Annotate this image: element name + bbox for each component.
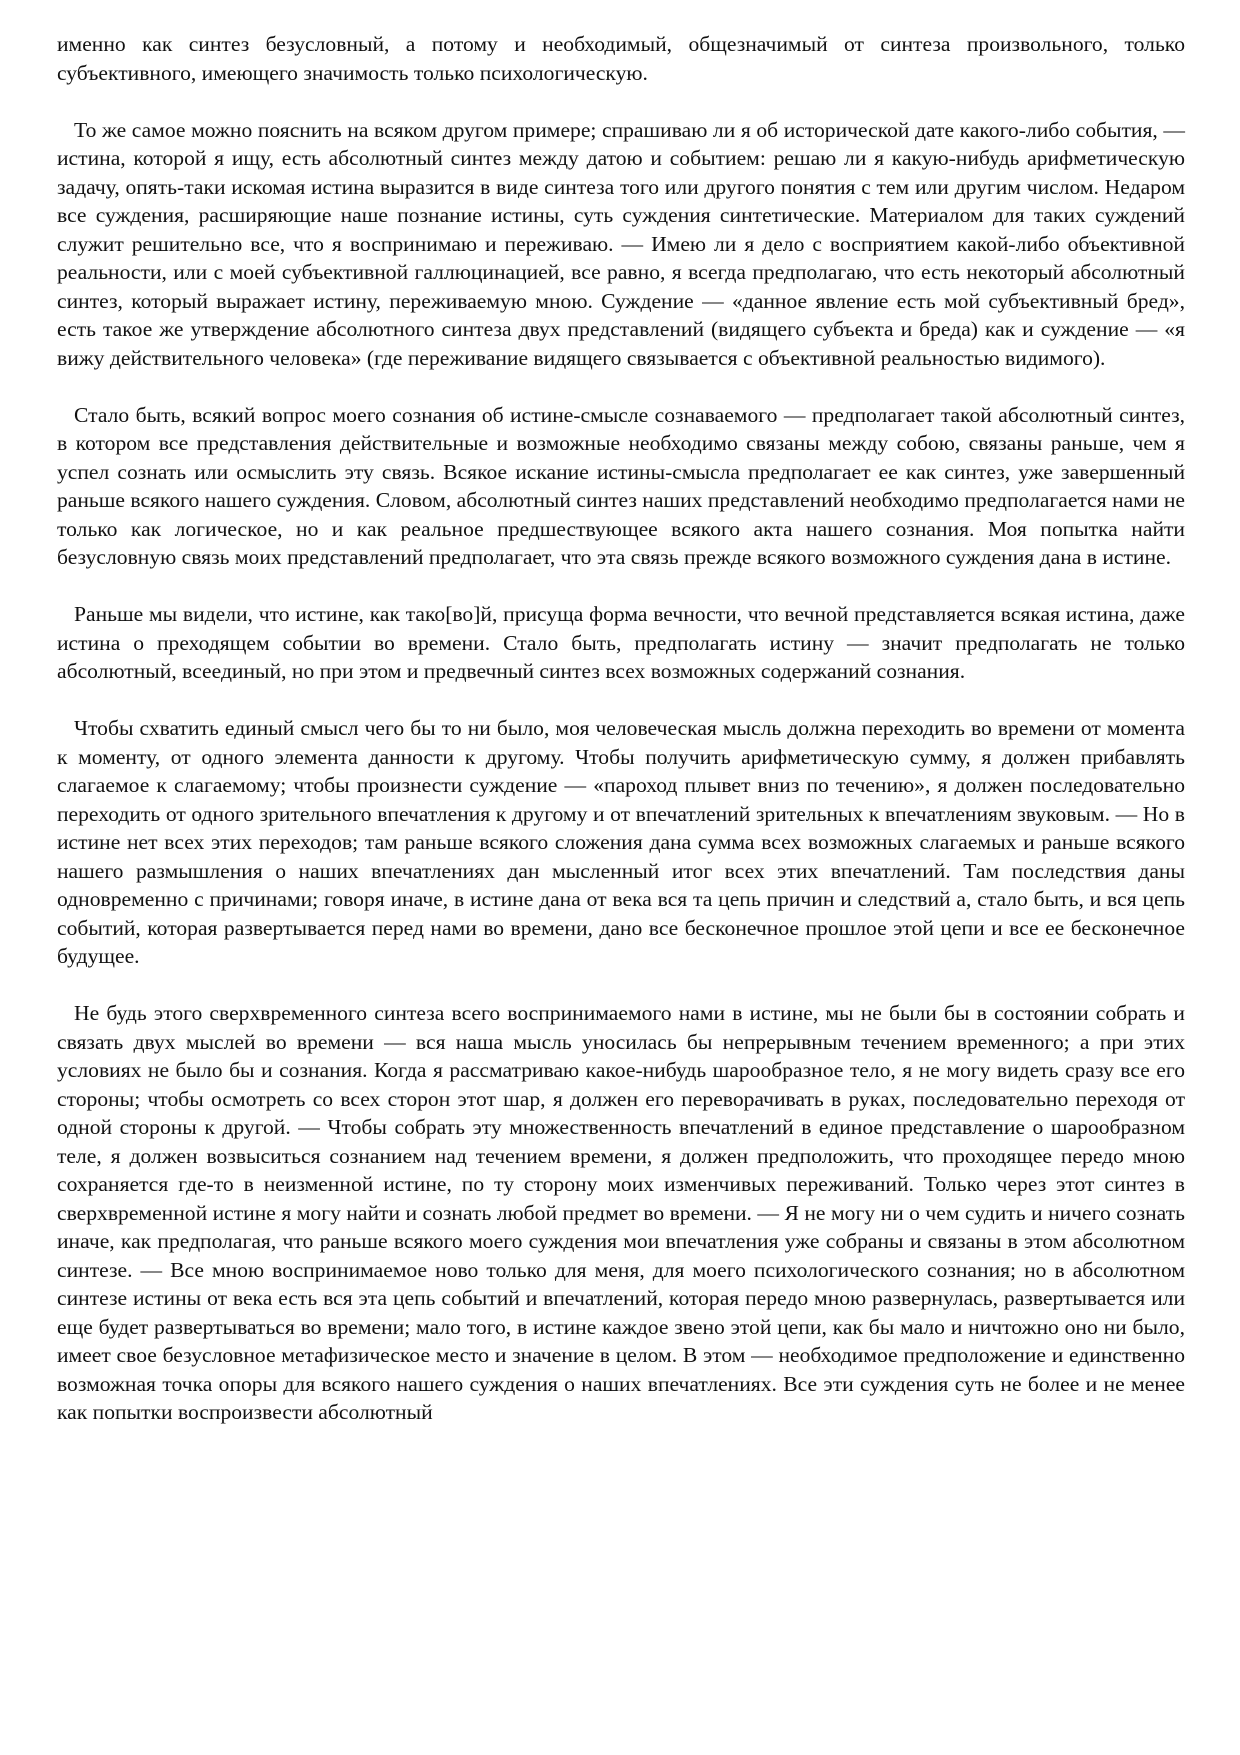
- paragraph-6: Не будь этого сверхвременного синтеза всего воспринимаемого нами в истине, мы не были бы в состоянии собрать и связать двух мыслей во времени — вся наша мысль уносилась бы непрерывным течением временного; а при этих условиях не было бы и сознания. Когда я рассматриваю какое-нибудь шарообразное тело, я не могу видеть сразу все его стороны; чтобы осмотреть со всех сторон этот шар, я должен его переворачивать в руках, последовательно переходя от одной стороны к другой. — Чтобы собрать эту множественность впечатлений в единое представление о шарообразном теле, я должен возвыситься сознанием над течением времени, я должен предположить, что проходящее передо мною сохраняется где-то в неизменной истине, по ту сторону моих изменчивых переживаний. Только через этот синтез в сверхвременной истине я могу найти и сознать любой предмет во времени. — Я не могу ни о чем судить и ничего сознать иначе, как предполагая, что раньше всякого моего суждения мои впечатления уже собраны и связаны в этом абсолютном синтезе. — Все мною воспринимаемое ново только для меня, для моего психологического сознания; но в абсолютном синтезе истины от века есть вся эта цепь событий и впечатлений, которая передо мною развернулась, развертывается или еще будет развертываться во времени; мало того, в истине каждое звено этой цепи, как бы мало и ничтожно оно ни было, имеет свое безусловное метафизическое место и значение в целом. В этом — необходимое предположение и единственно возможная точка опоры для всякого нашего суждения о наших впечатлениях. Все эти суждения суть не более и не менее как попытки воспроизвести абсолютный: [57, 1001, 1185, 1424]
- paragraph-4: Раньше мы видели, что истине, как тако[во]й, присуща форма вечности, что вечной представляется всякая истина, даже истина о преходящем событии во времени. Стало быть, предполагать истину — значит предполагать не только абсолютный, всеединый, но при этом и предвечный синтез всех возможных содержаний сознания.: [57, 602, 1185, 683]
- paragraph-1: именно как синтез безусловный, а потому и необходимый, общезначимый от синтеза произвольного, только субъективного, имеющего значимость только психологическую.: [57, 32, 1185, 85]
- document-page: [57, 30, 1185, 1427]
- paragraph-3: Стало быть, всякий вопрос моего сознания об истине-смысле сознаваемого — предполагает такой абсолютный синтез, в котором все представления действительные и возможные необходимо связаны между собою, связаны раньше, чем я успел сознать или осмыслить эту связь. Всякое искание истины-смысла предполагает ее как синтез, уже завершенный раньше всякого нашего суждения. Словом, абсолютный синтез наших представлений необходимо предполагается нами не только как логическое, но и как реальное предшествующее всякого акта нашего сознания. Моя попытка найти безусловную связь моих представлений предполагает, что эта связь прежде всякого возможного суждения дана в истине.: [57, 402, 1185, 569]
- paragraph-5: Чтобы схватить единый смысл чего бы то ни было, моя человеческая мысль должна переходить во времени от момента к моменту, от одного элемента данности к другому. Чтобы получить арифметическую сумму, я должен прибавлять слагаемое к слагаемому; чтобы произнести суждение — «пароход плывет вниз по течению», я должен последовательно переходить от одного зрительного впечатления к другому и от впечатлений зрительных к впечатлениям звуковым. — Но в истине нет всех этих переходов; там раньше всякого сложения дана сумма всех возможных слагаемых и раньше всякого нашего размышления о наших впечатлениях дан мысленный итог всех этих впечатлений. Там последствия даны одновременно с причинами; говоря иначе, в истине дана от века вся та цепь причин и следствий а, стало быть, и вся цепь событий, которая развертывается перед нами во времени, дано все бесконечное прошлое этой цепи и все ее бесконечное будущее.: [57, 716, 1185, 968]
- paragraph-2: То же самое можно пояснить на всяком другом примере; спрашиваю ли я об исторической дате какого-либо события, — истина, которой я ищу, есть абсолютный синтез между датою и событием: решаю ли я какую-нибудь арифметическую задачу, опять-таки искомая истина выразится в виде синтеза того или другого понятия с тем или другим числом. Недаром все суждения, расширяющие наше познание истины, суть суждения синтетические. Материалом для таких суждений служит решительно все, что я воспринимаю и переживаю. — Имею ли я дело с восприятием какой-либо объективной реальности, или с моей субъективной галлюцинацией, все равно, я всегда предполагаю, что есть некоторый абсолютный синтез, который выражает истину, переживаемую мною. Суждение — «данное явление есть мой субъективный бред», есть такое же утверждение абсолютного синтеза двух представлений (видящего субъекта и бреда) как и суждение — «я вижу действительного человека» (где переживание видящего связывается с объективной реальностью видимого).: [57, 117, 1185, 370]
